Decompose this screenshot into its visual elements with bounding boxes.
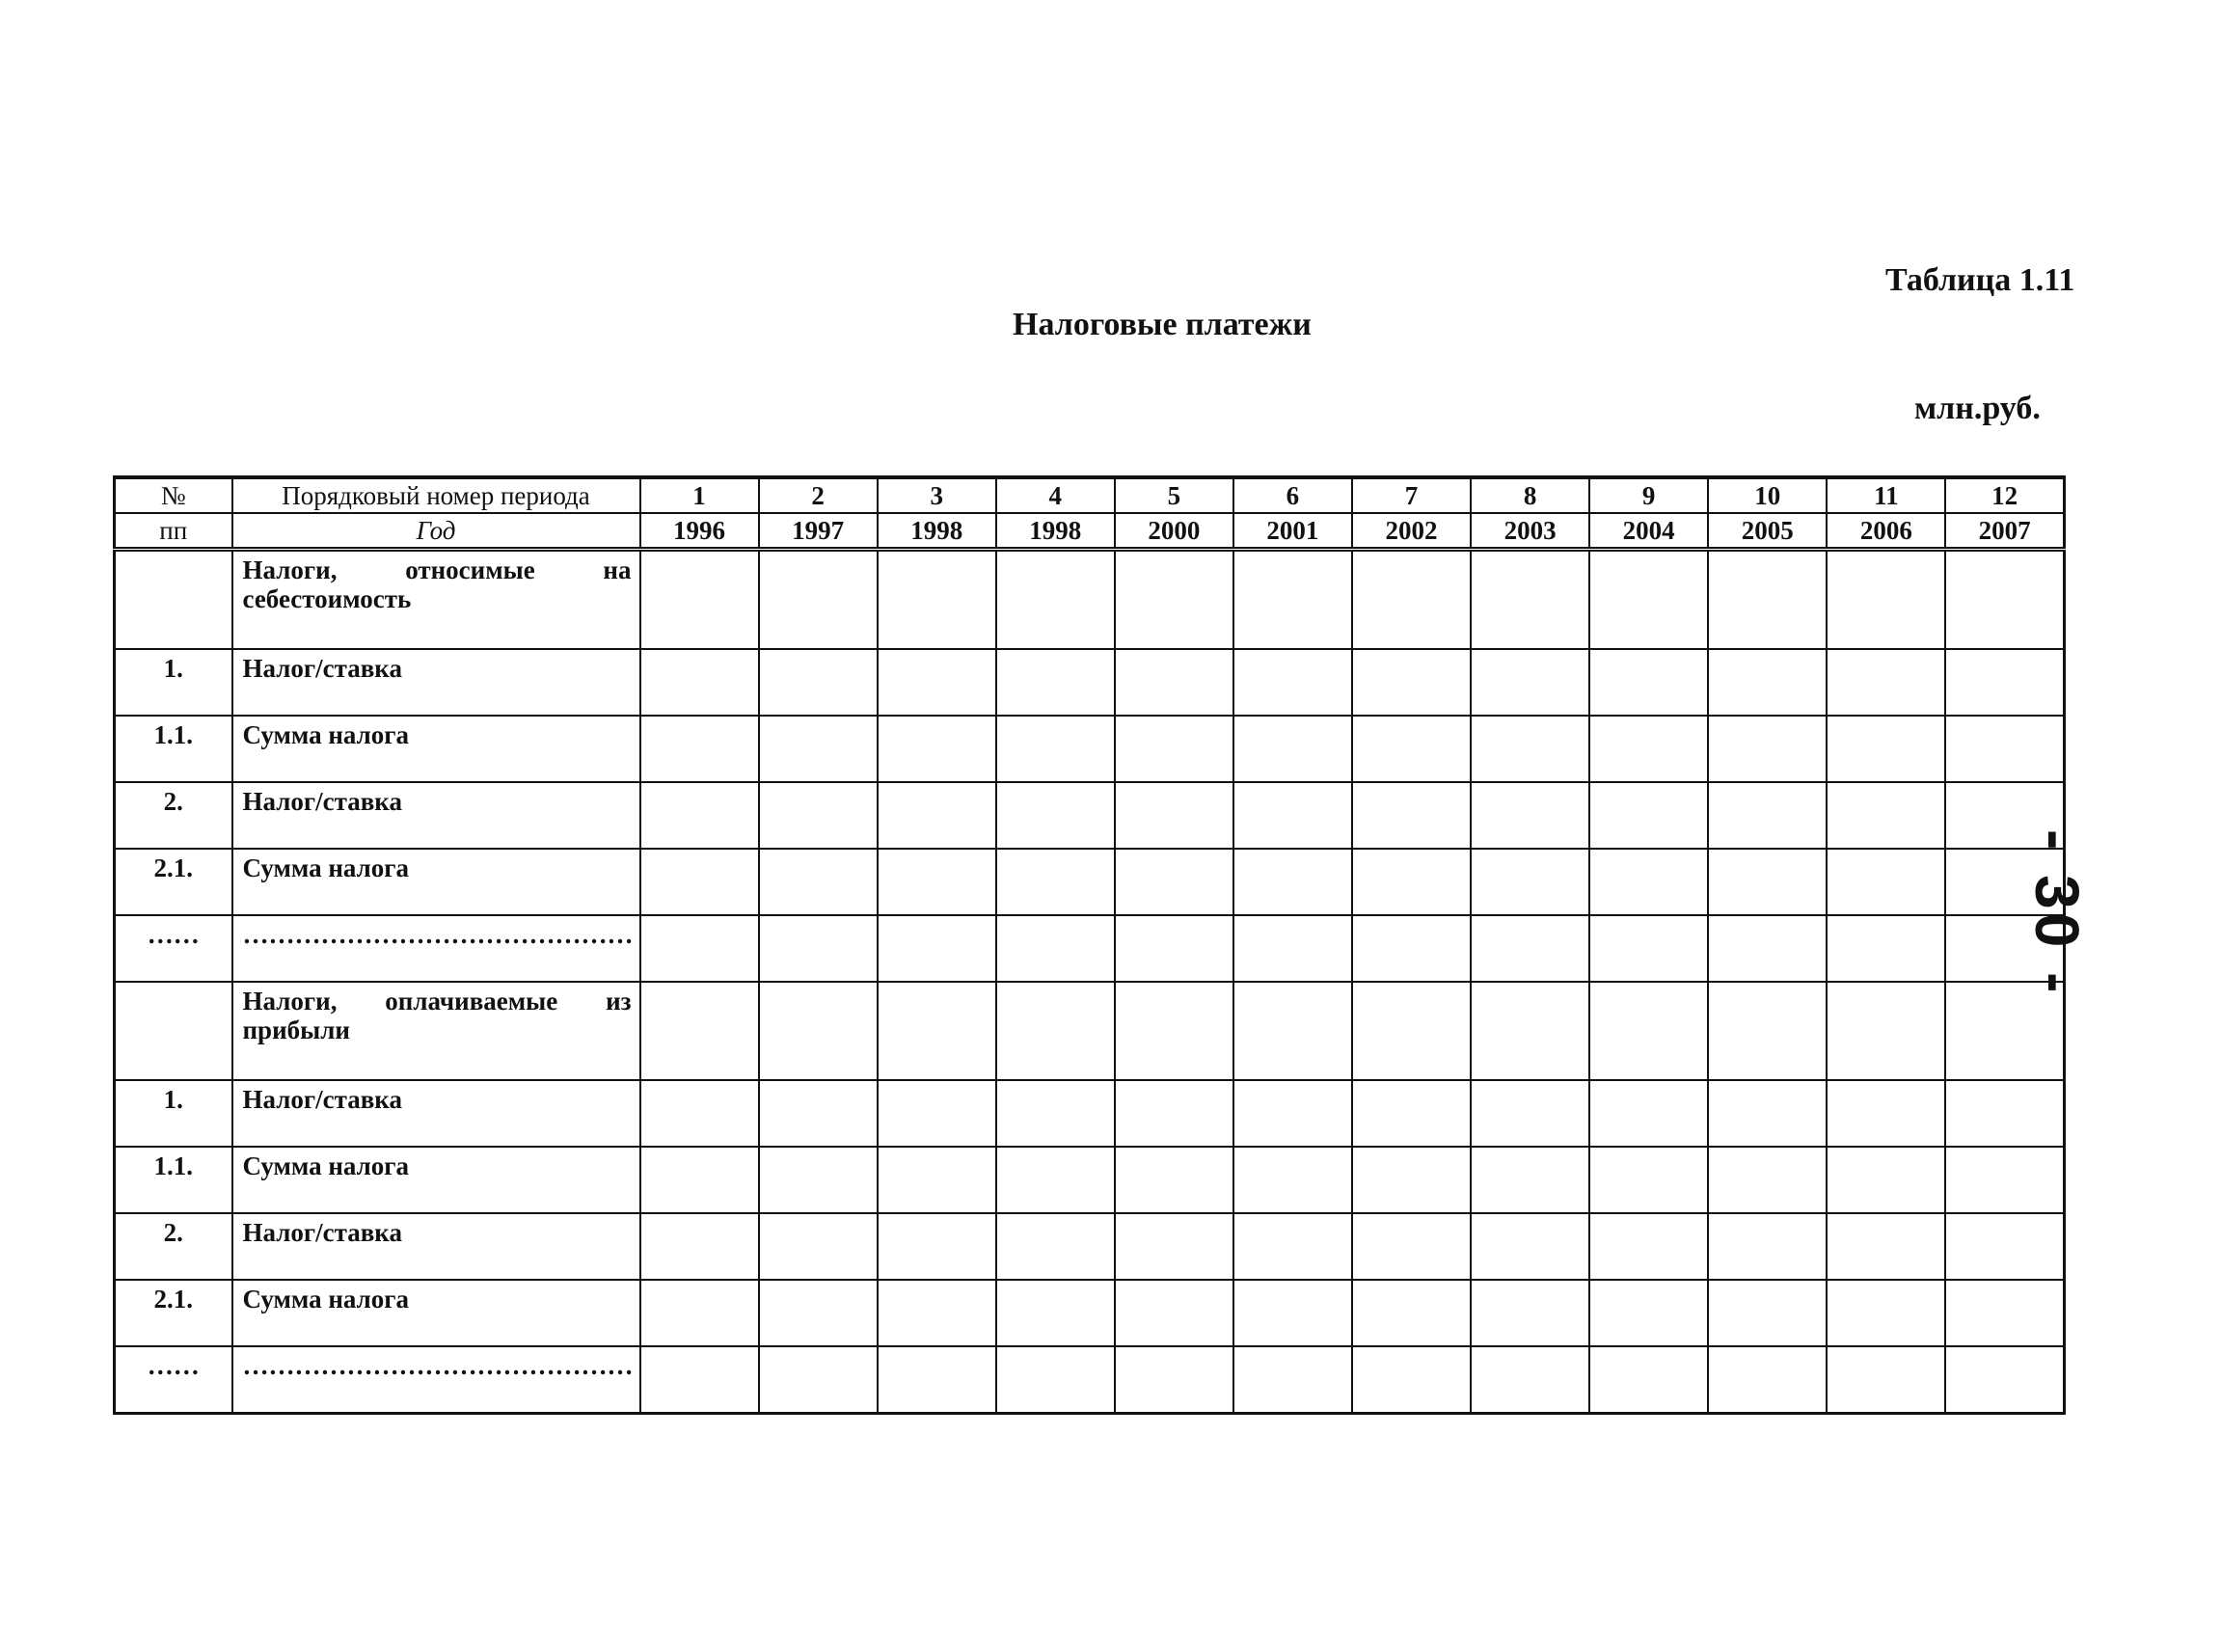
row-name: Сумма налога xyxy=(232,1280,640,1346)
value-cell xyxy=(1589,716,1708,782)
row-number: 2. xyxy=(115,782,232,849)
value-cell xyxy=(640,782,759,849)
value-cell xyxy=(878,1213,996,1280)
value-cell xyxy=(1589,982,1708,1080)
row-name: Налог/ставка xyxy=(232,782,640,849)
header-year-8: 2003 xyxy=(1471,513,1589,550)
table-row xyxy=(115,649,2065,716)
row-number: …… xyxy=(115,915,232,982)
value-cell xyxy=(1589,1280,1708,1346)
value-cell xyxy=(1233,1213,1352,1280)
value-cell xyxy=(640,1080,759,1147)
value-cell xyxy=(996,1213,1115,1280)
value-cell xyxy=(1708,782,1827,849)
value-cell xyxy=(759,1147,878,1213)
header-year-label: Год xyxy=(232,513,640,550)
header-year-10: 2005 xyxy=(1708,513,1827,550)
value-cell xyxy=(1471,849,1589,915)
header-year-4: 1998 xyxy=(996,513,1115,550)
value-cell xyxy=(759,782,878,849)
value-cell xyxy=(759,1213,878,1280)
value-cell xyxy=(878,649,996,716)
value-cell xyxy=(1233,1080,1352,1147)
value-cell xyxy=(1471,1213,1589,1280)
value-cell xyxy=(1708,1213,1827,1280)
value-cell xyxy=(640,1346,759,1414)
value-cell xyxy=(759,649,878,716)
value-cell xyxy=(1945,1280,2064,1346)
table-row xyxy=(115,550,2065,650)
value-cell xyxy=(1471,649,1589,716)
value-cell xyxy=(1115,1147,1233,1213)
header-year-6: 2001 xyxy=(1233,513,1352,550)
value-cell xyxy=(1827,915,1945,982)
table-row xyxy=(115,1213,2065,1280)
value-cell xyxy=(1233,1346,1352,1414)
value-cell xyxy=(640,915,759,982)
value-cell xyxy=(1708,1080,1827,1147)
value-cell xyxy=(640,1147,759,1213)
value-cell xyxy=(1471,982,1589,1080)
value-cell xyxy=(1352,649,1471,716)
header-period-11: 11 xyxy=(1827,477,1945,513)
value-cell xyxy=(1115,915,1233,982)
row-name: ……………………………………… xyxy=(232,915,640,982)
value-cell xyxy=(759,1080,878,1147)
value-cell xyxy=(878,982,996,1080)
value-cell xyxy=(1471,1346,1589,1414)
value-cell xyxy=(759,716,878,782)
value-cell xyxy=(1352,1346,1471,1414)
row-number xyxy=(115,982,232,1080)
header-period-1: 1 xyxy=(640,477,759,513)
header-period-3: 3 xyxy=(878,477,996,513)
value-cell xyxy=(1945,915,2064,982)
value-cell xyxy=(996,1080,1115,1147)
value-cell xyxy=(1115,849,1233,915)
value-cell xyxy=(759,849,878,915)
page-number: - 30 - xyxy=(2022,829,2092,997)
value-cell xyxy=(1827,1280,1945,1346)
header-period-6: 6 xyxy=(1233,477,1352,513)
value-cell xyxy=(878,716,996,782)
value-cell xyxy=(996,982,1115,1080)
row-name: Налог/ставка xyxy=(232,1213,640,1280)
value-cell xyxy=(996,1346,1115,1414)
value-cell xyxy=(1708,982,1827,1080)
table-row xyxy=(115,1147,2065,1213)
value-cell xyxy=(996,649,1115,716)
row-name: Сумма налога xyxy=(232,1147,640,1213)
value-cell xyxy=(1233,915,1352,982)
value-cell xyxy=(1708,649,1827,716)
value-cell xyxy=(878,782,996,849)
row-number: 1.1. xyxy=(115,716,232,782)
value-cell xyxy=(1827,1346,1945,1414)
value-cell xyxy=(1827,1080,1945,1147)
value-cell xyxy=(996,915,1115,982)
value-cell xyxy=(1352,1213,1471,1280)
header-period-7: 7 xyxy=(1352,477,1471,513)
value-cell xyxy=(996,550,1115,650)
value-cell xyxy=(1233,550,1352,650)
header-period-4: 4 xyxy=(996,477,1115,513)
value-cell xyxy=(1233,1280,1352,1346)
value-cell xyxy=(1827,782,1945,849)
value-cell xyxy=(1708,915,1827,982)
row-number: 1. xyxy=(115,649,232,716)
value-cell xyxy=(1945,782,2064,849)
value-cell xyxy=(1471,716,1589,782)
value-cell xyxy=(1471,915,1589,982)
value-cell xyxy=(1708,550,1827,650)
row-number: …… xyxy=(115,1346,232,1414)
header-period-label: Порядковый номер периода xyxy=(232,477,640,513)
value-cell xyxy=(1827,1213,1945,1280)
value-cell xyxy=(1352,1280,1471,1346)
value-cell xyxy=(1115,550,1233,650)
table-row xyxy=(115,982,2065,1080)
value-cell xyxy=(759,982,878,1080)
table-row xyxy=(115,782,2065,849)
row-number: 2. xyxy=(115,1213,232,1280)
table-title: Налоговые платежи xyxy=(1013,307,1312,342)
row-number: 1.1. xyxy=(115,1147,232,1213)
header-number-label-bottom: пп xyxy=(115,513,232,550)
header-year-7: 2002 xyxy=(1352,513,1471,550)
value-cell xyxy=(1115,716,1233,782)
value-cell xyxy=(1827,1147,1945,1213)
value-cell xyxy=(1352,982,1471,1080)
value-cell xyxy=(1945,1346,2064,1414)
header-period-8: 8 xyxy=(1471,477,1589,513)
value-cell xyxy=(1708,849,1827,915)
value-cell xyxy=(878,1147,996,1213)
value-cell xyxy=(1589,849,1708,915)
table-row xyxy=(115,716,2065,782)
value-cell xyxy=(1827,550,1945,650)
header-year-2: 1997 xyxy=(759,513,878,550)
value-cell xyxy=(640,550,759,650)
header-number-label: № xyxy=(115,477,232,513)
value-cell xyxy=(1115,1280,1233,1346)
row-name: Налоги, оплачиваемые из прибыли xyxy=(232,982,640,1080)
row-name: Сумма налога xyxy=(232,716,640,782)
value-cell xyxy=(996,849,1115,915)
value-cell xyxy=(1115,982,1233,1080)
table-row xyxy=(115,849,2065,915)
value-cell xyxy=(759,550,878,650)
value-cell xyxy=(1352,1080,1471,1147)
header-row-periods xyxy=(115,477,2065,513)
value-cell xyxy=(1827,849,1945,915)
row-name: Сумма налога xyxy=(232,849,640,915)
value-cell xyxy=(640,1213,759,1280)
value-cell xyxy=(1945,982,2064,1080)
value-cell xyxy=(878,915,996,982)
value-cell xyxy=(1945,1147,2064,1213)
value-cell xyxy=(640,649,759,716)
row-name: Налог/ставка xyxy=(232,649,640,716)
value-cell xyxy=(1945,849,2064,915)
value-cell xyxy=(1471,1280,1589,1346)
value-cell xyxy=(1471,1080,1589,1147)
value-cell xyxy=(1589,1213,1708,1280)
value-cell xyxy=(996,782,1115,849)
value-cell xyxy=(1233,782,1352,849)
value-cell xyxy=(1352,550,1471,650)
table-row xyxy=(115,1280,2065,1346)
value-cell xyxy=(996,1280,1115,1346)
header-period-12: 12 xyxy=(1945,477,2064,513)
value-cell xyxy=(640,1280,759,1346)
header-year-1: 1996 xyxy=(640,513,759,550)
value-cell xyxy=(1708,1147,1827,1213)
row-number xyxy=(115,550,232,650)
value-cell xyxy=(759,1346,878,1414)
table-row xyxy=(115,915,2065,982)
value-cell xyxy=(1945,1080,2064,1147)
value-cell xyxy=(1471,1147,1589,1213)
value-cell xyxy=(878,849,996,915)
value-cell xyxy=(1352,1147,1471,1213)
header-year-3: 1998 xyxy=(878,513,996,550)
tax-payments-table xyxy=(113,475,2066,1415)
value-cell xyxy=(1708,1280,1827,1346)
value-cell xyxy=(1589,782,1708,849)
value-cell xyxy=(1589,1080,1708,1147)
value-cell xyxy=(1589,1147,1708,1213)
value-cell xyxy=(1115,1080,1233,1147)
value-cell xyxy=(878,1080,996,1147)
value-cell xyxy=(1115,649,1233,716)
table-body xyxy=(115,550,2065,1414)
value-cell xyxy=(1945,1213,2064,1280)
value-cell xyxy=(1352,716,1471,782)
header-year-9: 2004 xyxy=(1589,513,1708,550)
table-unit: млн.руб. xyxy=(1914,391,2041,426)
value-cell xyxy=(1233,1147,1352,1213)
value-cell xyxy=(1115,1213,1233,1280)
value-cell xyxy=(1233,849,1352,915)
value-cell xyxy=(878,1346,996,1414)
row-name: ……………………………………… xyxy=(232,1346,640,1414)
value-cell xyxy=(1945,716,2064,782)
value-cell xyxy=(1589,1346,1708,1414)
value-cell xyxy=(1352,849,1471,915)
value-cell xyxy=(1945,550,2064,650)
header-period-9: 9 xyxy=(1589,477,1708,513)
row-name: Налог/ставка xyxy=(232,1080,640,1147)
value-cell xyxy=(996,1147,1115,1213)
value-cell xyxy=(640,849,759,915)
value-cell xyxy=(759,915,878,982)
row-number: 1. xyxy=(115,1080,232,1147)
value-cell xyxy=(1827,649,1945,716)
row-number: 2.1. xyxy=(115,849,232,915)
value-cell xyxy=(1471,782,1589,849)
value-cell xyxy=(1945,649,2064,716)
value-cell xyxy=(1708,716,1827,782)
value-cell xyxy=(640,716,759,782)
value-cell xyxy=(1589,649,1708,716)
value-cell xyxy=(1589,550,1708,650)
value-cell xyxy=(1233,716,1352,782)
header-period-2: 2 xyxy=(759,477,878,513)
value-cell xyxy=(1827,716,1945,782)
header-year-11: 2006 xyxy=(1827,513,1945,550)
value-cell xyxy=(1352,782,1471,849)
value-cell xyxy=(878,1280,996,1346)
value-cell xyxy=(1233,982,1352,1080)
value-cell xyxy=(1471,550,1589,650)
table-row xyxy=(115,1080,2065,1147)
header-year-12: 2007 xyxy=(1945,513,2064,550)
value-cell xyxy=(1115,782,1233,849)
header-period-10: 10 xyxy=(1708,477,1827,513)
value-cell xyxy=(1827,982,1945,1080)
table-row xyxy=(115,1346,2065,1414)
value-cell xyxy=(1352,915,1471,982)
value-cell xyxy=(1233,649,1352,716)
value-cell xyxy=(759,1280,878,1346)
row-number: 2.1. xyxy=(115,1280,232,1346)
header-row-years xyxy=(115,513,2065,550)
value-cell xyxy=(1115,1346,1233,1414)
header-year-5: 2000 xyxy=(1115,513,1233,550)
value-cell xyxy=(640,982,759,1080)
row-name: Налоги, относимые на себестоимость xyxy=(232,550,640,650)
value-cell xyxy=(878,550,996,650)
table-label: Таблица 1.11 xyxy=(1885,262,2075,298)
value-cell xyxy=(1708,1346,1827,1414)
value-cell xyxy=(1589,915,1708,982)
value-cell xyxy=(996,716,1115,782)
header-period-5: 5 xyxy=(1115,477,1233,513)
